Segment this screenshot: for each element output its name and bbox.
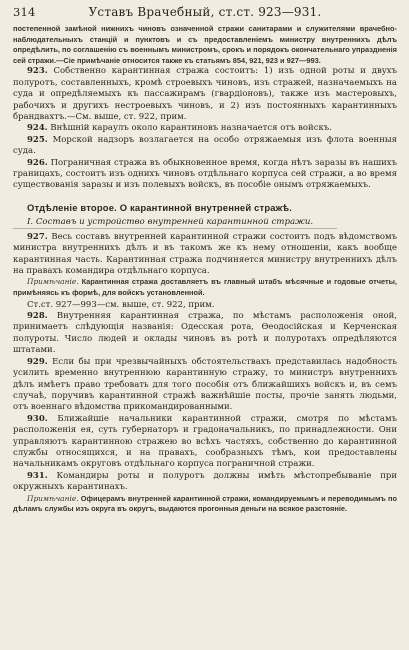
- section-subtitle: I. Составъ и устройство внутренней карантинной стражи.: [13, 217, 337, 229]
- running-title: Уставъ Врачебный, ст.ст. 923—931.: [88, 5, 322, 19]
- article-931: 931. Командиры роты и полуротъ должны имѣть мѣстопребываніе при окружныхъ карантинахъ.: [13, 470, 397, 493]
- articles-first: [13, 66, 397, 191]
- reference-927: Ст.ст. 927—993—см. выше, ст. 922, прим.: [27, 299, 215, 310]
- note-927: Примѣчаніе. Карантинная стража доставляетъ въ главный штабъ мѣсячные и годовые отчеты, примѣняясь къ формѣ, для войскъ установленной.: [13, 277, 397, 298]
- article-926: 926. Пограничная стража въ обыкновенное время, когда нѣтъ заразы въ нашихъ границахъ, состоитъ изъ однихъ чиновъ отдѣльнаго корпуса сей стражи, а во время существованія заразы и изъ полевыхъ войскъ, въ пособіе онымъ отряжаемыхъ.: [13, 157, 398, 191]
- article-923: 923. Собственно карантинная стража состоитъ: 1) изъ одной роты и двухъ полуротъ, составленныхъ, кромѣ строевыхъ чиновъ, изъ стражей, назначаемыхъ на суда и опредѣляемыхъ къ пассажирамъ (гвардіоновъ), также изъ мастеровыхъ, рабочихъ и другихъ нестроевыхъ чиновъ, и 2) изъ постоянныхъ карантинныхъ брандвахтъ.—См. выше, ст. 922, прим.: [13, 66, 397, 122]
- article-930: 930. Ближайшіе начальники карантинной стражи, смотря по мѣстамъ расположенія ея, суть губернаторъ и градоначальникъ, по принадлежности. Они управляютъ карантинною стражею во всѣхъ частяхъ, собственно до карантинной службы относящихся, и на правахъ, сообразныхъ тѣмъ, кои предоставлены начальникамъ округовъ отдѣльнаго корпуса пограничной стражи.: [13, 413, 397, 470]
- article-927: 927. Весь составъ внутренней карантинной стражи состоитъ подъ вѣдомствомъ министра внутреннихъ дѣлъ и въ такомъ же къ нему отношеніи, какъ вообще карантинная часть. Карантинная стража подчиняется министру внутреннихъ дѣлъ на правахъ командира отдѣльнаго корпуса.: [13, 231, 397, 277]
- article-924: 924. Внѣшній караулъ около карантиновъ назначается отъ войскъ.: [27, 123, 332, 134]
- article-928: 928. Внутренняя карантинная стража, по мѣстамъ расположенія оной, принимаетъ слѣдующія названія: Одесская рота, Ѳеодосійская и Керченская полуроты. Число людей и оклады чиновъ въ ротѣ и полуротахъ опредѣляются штатами.: [13, 311, 397, 356]
- article-929: 929. Если бы при чрезвычайныхъ обстоятельствахъ представилась надобность усилить временно внутреннюю карантинную стражу, то министръ внутреннихъ дѣлъ имѣетъ право требовать для того пособія отъ ближайшихъ войскъ и, въ семъ случаѣ, поручивъ карантинной стражѣ важнѣйшіе посты, прочіе занять людьми, отъ военнаго вѣдомства прикомандированными.: [13, 356, 397, 413]
- top-note: постепенной замѣной нижнихъ чиновъ означенной стражи санитарами и служителями врачебно-наблюдательныхъ станцій и пунктовъ и съ предоставленіемъ министру внутреннихъ дѣлъ опредѣлить, по соглашенію съ военнымъ министромъ, срокъ и порядокъ окончательнаго упраздненія сей стражи.—Сіе примѣчаніе относится также къ статьямъ 854, 921, 923 и 927—993.: [13, 24, 397, 65]
- article-925: 925. Морской надзоръ возлагается на особо отряжаемыя изъ флота военныя суда.: [13, 134, 398, 157]
- section-title: Отдѣленіе второе. О карантинной внутренней стражѣ.: [27, 201, 293, 213]
- page-header: [13, 5, 397, 24]
- note-931: Примѣчаніе. Офицерамъ внутренней карантинной стражи, командируемымъ и переводимымъ по дѣламъ службы изъ округа въ округъ, выдаются прогонныя деньги на всякое разстояніе.: [13, 493, 397, 514]
- page-number: 314: [13, 5, 36, 19]
